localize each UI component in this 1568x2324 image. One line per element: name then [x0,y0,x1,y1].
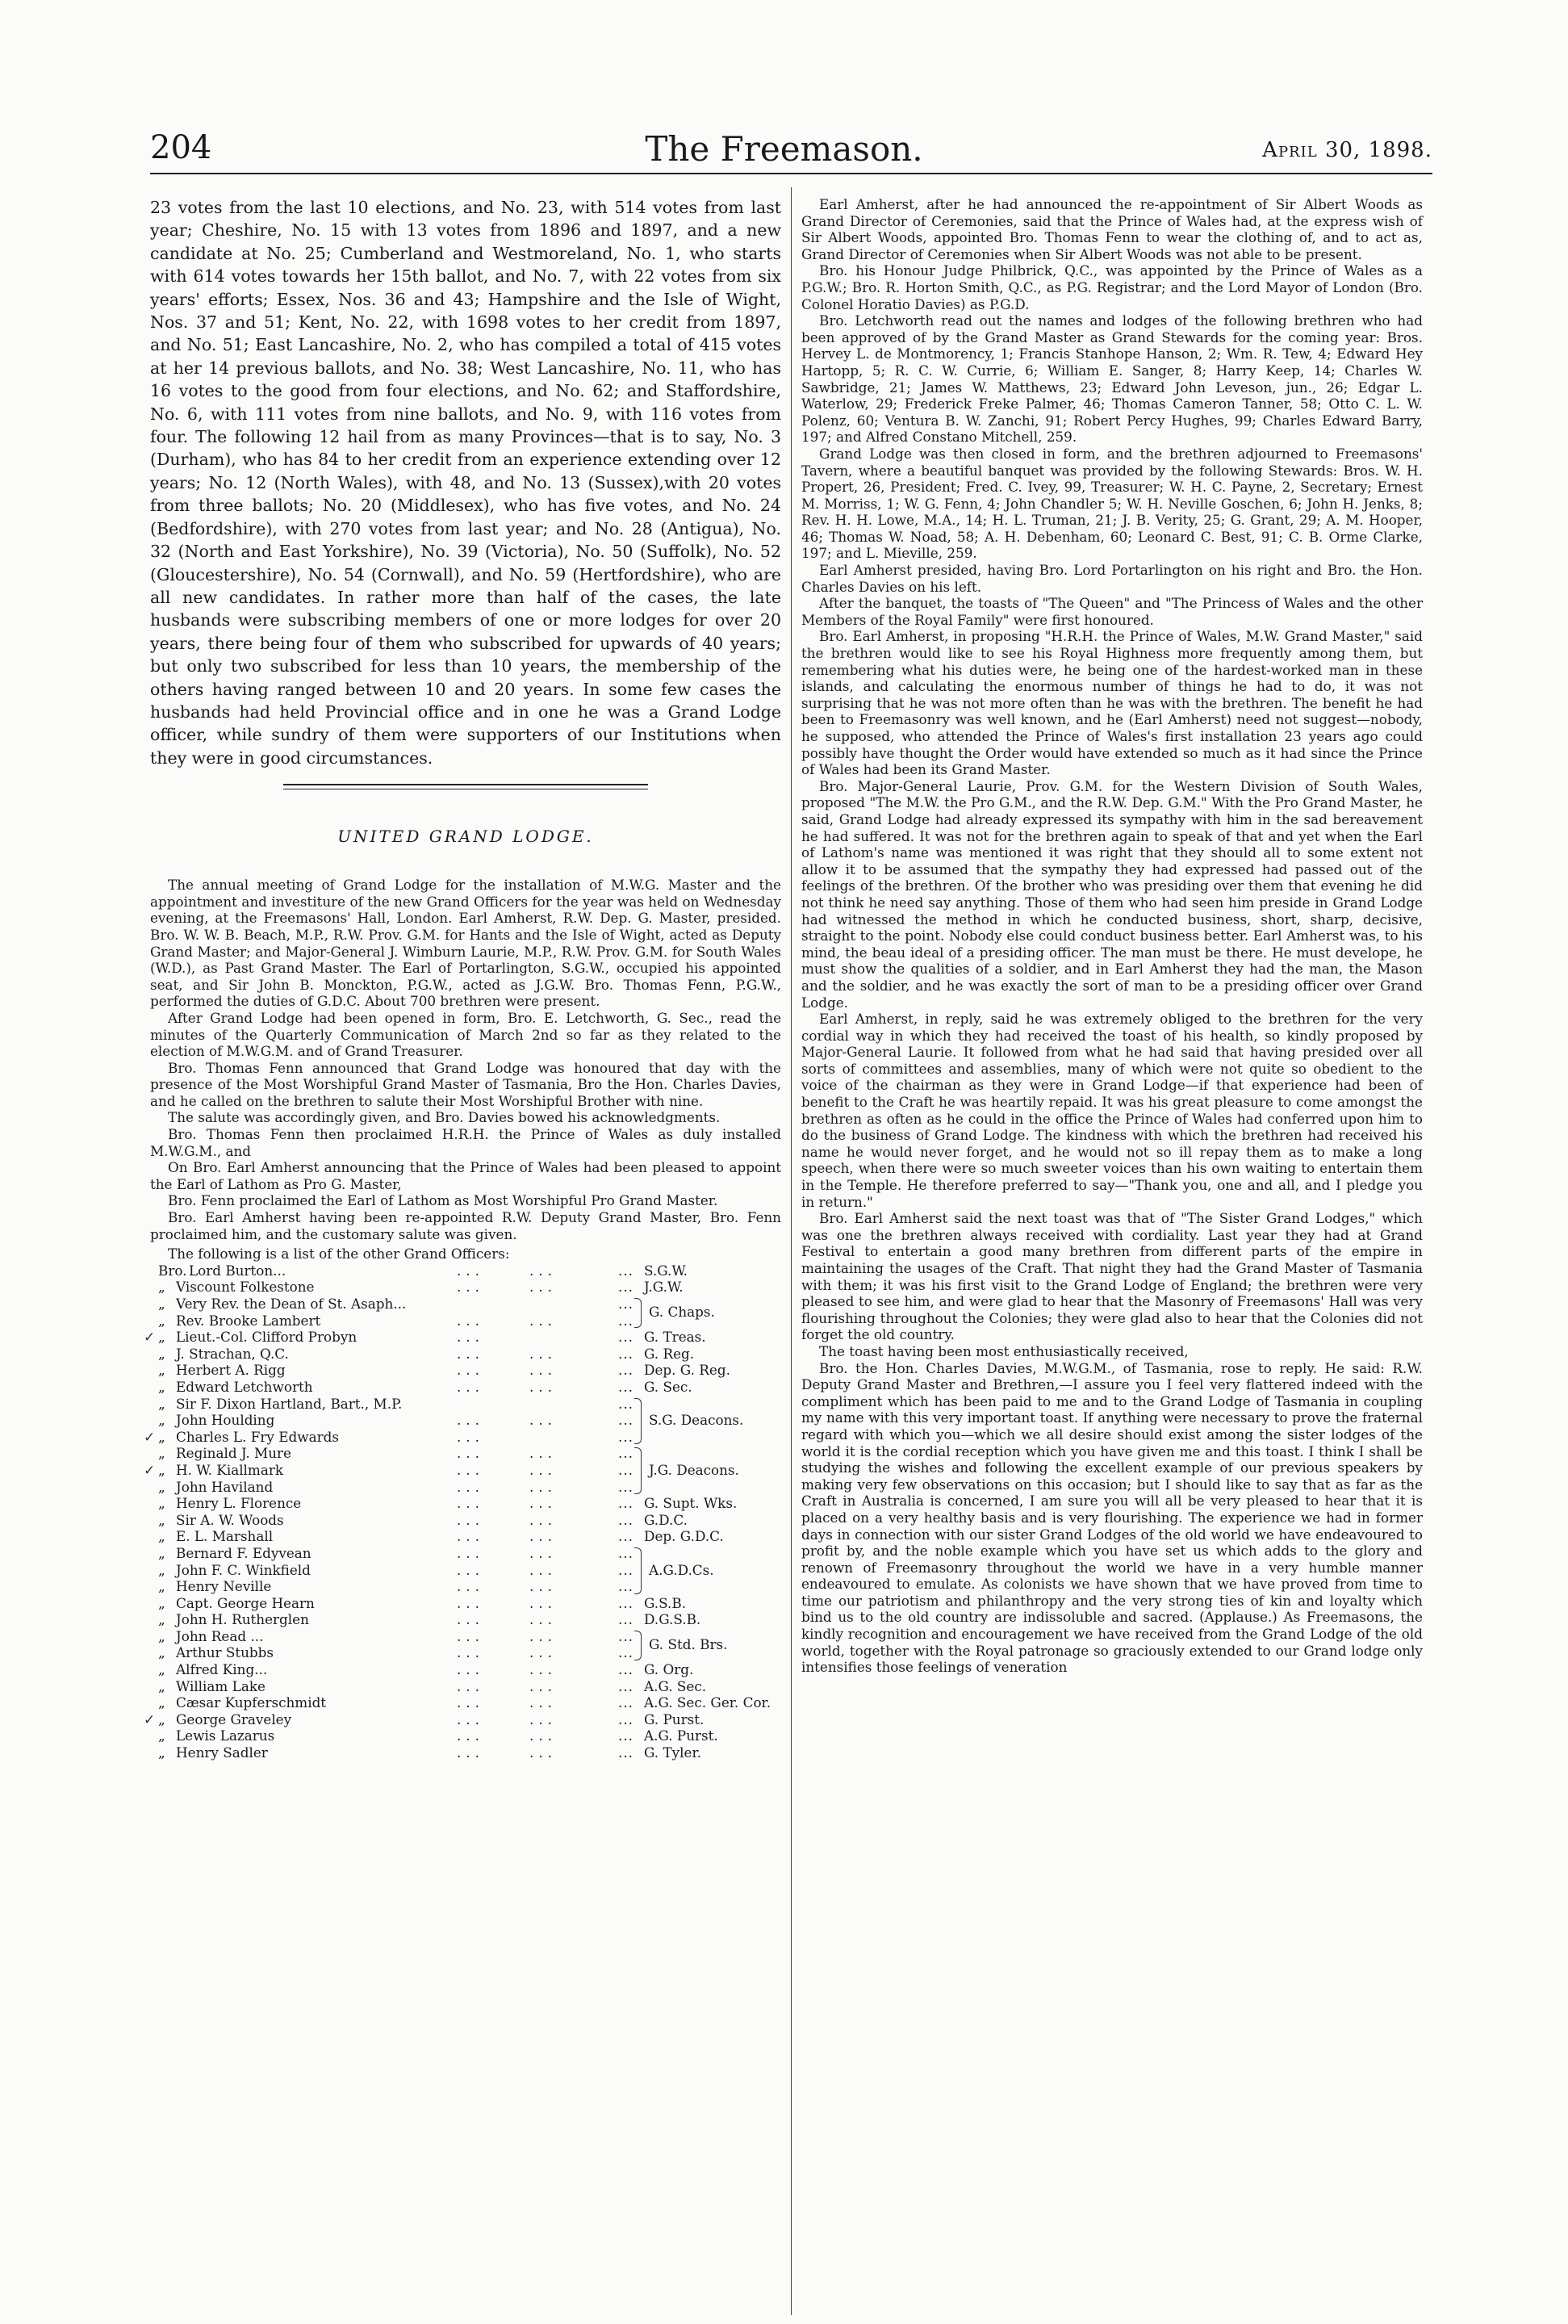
officer-title: Dep. G. Reg. [644,1362,730,1379]
leader-dots: ... [529,1478,558,1495]
leader-dots: ... [618,1611,634,1628]
article-paragraph: The toast having been most enthusiastically received, [819,1342,1189,1359]
officer-prefix: „ [158,1511,165,1528]
leader-dots: ... [529,1362,558,1379]
officer-prefix: „ [158,1727,165,1744]
officer-title: S.G.W. [644,1262,688,1279]
officer-prefix: „ [158,1694,165,1711]
leader-dots: ... [457,1495,485,1512]
leader-dots: ... [618,1644,634,1661]
leader-dots: ... [618,1578,634,1595]
article-paragraph: Bro. Earl Amherst said the next toast was that of "The Sister Grand Lodges," which was one the brethren always received with cordiality. Last year they had at Grand Festival to entertain a good many brethren from different parts of the empire in maintaining the usages of the Craft. That night they had the Grand Master of Tasmania with them; it was his first visit to the Grand Lodge of England; the brethren were very pleased to see him, and were glad to hear that the Masonry of Freemasons' Hall was very flourishing throughout the Colonies; they were glad also to hear that the Colonies did not forget the old country. [801,1210,1423,1343]
officer-name: Alfred King... [176,1661,268,1678]
officer-prefix: „ [158,1627,165,1644]
group-brace [634,1631,642,1660]
leader-dots: ... [457,1478,485,1495]
officer-rows [144,1262,781,1761]
officer-prefix: „ [158,1395,165,1412]
leader-dots: ... [529,1412,558,1429]
officer-prefix: „ [158,1378,165,1395]
leader-dots: ... [529,1727,558,1744]
leader-dots: ... [618,1711,634,1727]
leader-dots: ... [618,1262,634,1279]
article-paragraph: Earl Amherst, after he had announced the re-appointment of Sir Albert Woods as Grand Director of Ceremonies, said that the Prince of Wales had, at the express wish of Sir Albert Woods, appointed Bro. Thomas Fenn to wear the clothing of, and to act as, Grand Director of Ceremonies when Sir Albert Woods was not able to be present. [801,196,1423,262]
officer-name: Sir F. Dixon Hartland, Bart., M.P. [176,1395,403,1412]
leader-dots: ... [529,1744,558,1761]
officer-row [144,1711,781,1728]
report-paragraph: Bro. Fenn proclaimed the Earl of Lathom as Most Worshipful Pro Grand Master. [168,1192,718,1209]
check-mark-icon: ✓ [144,1329,156,1346]
officer-name: Viscount Folkestone [176,1279,315,1296]
officer-name: Very Rev. the Dean of St. Asaph... [176,1296,407,1312]
officer-prefix: „ [158,1744,165,1761]
officer-title: A.G. Sec. Ger. Cor. [644,1694,771,1711]
leader-dots: ... [457,1428,485,1445]
grand-officers-list [144,1246,781,1761]
leader-dots: ... [457,1279,485,1296]
officer-name: Reginald J. Mure [176,1445,291,1462]
check-mark-icon: ✓ [144,1428,156,1445]
officers-intro: The following is a list of the other Grand Officers: [168,1246,510,1262]
leader-dots: ... [457,1528,485,1545]
grand-lodge-report [150,877,781,1242]
leader-dots: ... [618,1378,634,1395]
officer-row [150,1661,781,1678]
report-paragraph: The annual meeting of Grand Lodge for the installation of M.W.G. Master and the appointment and investiture of the new Grand Officers for the year was held on Wednesday evening, at the Freemasons' Hall, London. Earl Amherst, R.W. Dep. G. Master, presided. Bro. W. W. B. Beach, M.P., R.W. Prov. G.M. for Hants and the Isle of Wight, acted as Deputy Grand Master; and Major-General J. Wimburn Laurie, M.P., R.W. Prov. G.M. for South Wales (W.D.), as Past Grand Master. The Earl of Portarlington, S.G.W., occupied his appointed seat, and Sir John B. Monckton, P.G.W., acted as J.G.W. Bro. Thomas Fenn, P.G.W., performed the duties of G.D.C. About 700 brethren were present. [150,877,781,1010]
group-brace [634,1398,642,1445]
leader-dots: ... [457,1611,485,1628]
leader-dots: ... [457,1312,485,1329]
officer-prefix: „ [158,1528,165,1545]
article-paragraph: Earl Amherst presided, having Bro. Lord Portarlington on his right and Bro. the Hon. Charles Davies on his left. [801,562,1423,595]
officer-row [150,1262,781,1279]
group-title: S.G. Deacons. [649,1412,744,1429]
leader-dots: ... [457,1412,485,1429]
leader-dots: ... [618,1296,634,1312]
group-brace [634,1447,642,1494]
officer-prefix: „ [158,1345,165,1362]
article-paragraph: After the banquet, the toasts of "The Queen" and "The Princess of Wales and the other Members of the Royal Family" were first honoured. [801,595,1423,628]
officer-name: Capt. George Hearn [176,1594,315,1611]
right-column [801,196,1423,1676]
officer-name: Charles L. Fry Edwards [176,1428,339,1445]
leader-dots: ... [618,1661,634,1678]
officer-prefix: „ [158,1362,165,1379]
section-rule [283,784,648,789]
officer-row [150,1445,781,1462]
leader-dots: ... [457,1694,485,1711]
officer-prefix: „ [158,1495,165,1512]
officer-name: J. Strachan, Q.C. [176,1345,289,1362]
article-paragraph: Earl Amherst, in reply, said he was extremely obliged to the brethren for the very cordial way in which they had received the toast of his health, so kindly proposed by Major-General Laurie. It followed from what he had said that having presided over all sorts of committees and assemblies, many of which were not quite so obedient to the voice of the chairman as they were in Grand Lodge—if that experience had been of benefit to the Craft he was heartily repaid. It was his great pleasure to come amongst the brethren as often as he could in the office the Prince of Wales had conferred upon him to do the business of Grand Lodge. The kindness with which the brethren had received his name he would never forget, and he would not so ill repay them as to make a long speech, when there were so much sweeter voices than his own waiting to entertain them in the Temple. He therefore preferred to say—"Thank you, one and all, and I pledge you in return." [801,1011,1423,1210]
officer-row [150,1396,781,1413]
leader-dots: ... [618,1694,634,1711]
officer-title: G. Treas. [644,1329,706,1346]
leader-dots: ... [618,1495,634,1512]
leader-dots: ... [529,1677,558,1694]
leader-dots: ... [457,1378,485,1395]
officer-prefix: „ [158,1578,165,1595]
officer-prefix: „ [158,1461,165,1478]
leader-dots: ... [618,1312,634,1329]
officer-prefix: „ [158,1544,165,1561]
article-paragraph: Bro. his Honour Judge Philbrick, Q.C., was appointed by the Prince of Wales as a P.G.W.; Bro. R. Horton Smith, Q.C., as P.G. Registrar; and the Lord Mayor of London (Bro. Colonel Horatio Davies) as P.G.D. [801,262,1423,312]
section-heading: UNITED GRAND LODGE. [337,827,594,847]
officer-row [144,1428,781,1446]
report-paragraph: Bro. Thomas Fenn announced that Grand Lodge was honoured that day with the presence of the Most Worshipful Grand Master of Tasmania, Bro the Hon. Charles Davies, and he called on the brethren to salute their Most Worshipful Brother with nine. [150,1059,781,1109]
officer-row [150,1578,781,1595]
officer-row [150,1528,781,1545]
article-paragraph: Bro. Major-General Laurie, Prov. G.M. for the Western Division of South Wales, proposed "The M.W. the Pro G.M., and the R.W. Dep. G.M." With the Pro Grand Master, he said, Grand Lodge had already expressed its sympathy with him in the sad bereavement he had suffered. It was not for the brethren again to speak of that and yet when the Earl of Lathom's name was mentioned it was right that they should all to some extent not allow it to be assumed that the sympathy they had expressed had passed out of the feelings of the brethren. Of the brother who was presiding over them that evening he did not think he need say anything. Those of them who had seen him preside in Grand Lodge had witnessed the method in which he conducted business, short, sharp, decisive, straight to the point. Nobody else could conduct business better. Earl Amherst was, to his mind, the beau ideal of a presiding officer. The man must be there. He must develope, he must show the qualities of a soldier, and in Earl Amherst they had the man, the Mason and the soldier, and he was exactly the sort of man to be a presiding officer over Grand Lodge. [801,777,1423,1011]
officer-row [150,1611,781,1628]
report-paragraph: Bro. Thomas Fenn then proclaimed H.R.H. the Prince of Wales as duly installed M.W.G.M., and [150,1126,781,1159]
leader-dots: ... [618,1329,634,1346]
leader-dots: ... [457,1677,485,1694]
leader-dots: ... [529,1445,558,1462]
officer-name: Herbert A. Rigg [176,1362,286,1379]
officer-prefix: „ [158,1677,165,1694]
officer-title: G. Sec. [644,1378,692,1395]
header-rule [150,173,1432,174]
masthead-title: The Freemason. [645,129,923,169]
left-column [144,196,781,1761]
officer-name: Henry L. Florence [176,1495,302,1512]
group-title: G. Chaps. [649,1304,715,1321]
leader-dots: ... [618,1727,634,1744]
group-brace [634,1547,642,1594]
officer-row [150,1346,781,1363]
officer-name: Lewis Lazarus [176,1727,275,1744]
officer-row [150,1512,781,1529]
leader-dots: ... [457,1329,485,1346]
officer-name: John Read ... [176,1627,264,1644]
officer-name: Rev. Brooke Lambert [176,1312,321,1329]
leader-dots: ... [618,1478,634,1495]
officer-prefix: „ [158,1711,165,1727]
officer-row [150,1495,781,1512]
officer-row [150,1744,781,1761]
leader-dots: ... [529,1627,558,1644]
leader-dots: ... [529,1694,558,1711]
leader-dots: ... [529,1661,558,1678]
leader-dots: ... [457,1345,485,1362]
leader-dots: ... [529,1644,558,1661]
officer-name: John Haviland [176,1478,274,1495]
leader-dots: ... [529,1611,558,1628]
leader-dots: ... [529,1279,558,1296]
leader-dots: ... [618,1528,634,1545]
officer-name: Lord Burton... [189,1262,286,1279]
officer-row [150,1379,781,1396]
leader-dots: ... [618,1395,634,1412]
leader-dots: ... [457,1511,485,1528]
officer-row [150,1727,781,1744]
leader-dots: ... [618,1279,634,1296]
leader-dots: ... [457,1727,485,1744]
officer-prefix: „ [158,1478,165,1495]
officer-title: G.S.B. [644,1594,687,1611]
officer-row [150,1279,781,1296]
leader-dots: ... [457,1661,485,1678]
leader-dots: ... [618,1362,634,1379]
leader-dots: ... [529,1544,558,1561]
officer-row [150,1678,781,1695]
officer-title: G.D.C. [644,1511,688,1528]
article-paragraph: 23 votes from the last 10 elections, and No. 23, with 514 votes from last year; Cheshire, No. 15 with 13 votes from 1896 and 1897, and a new candidate at No. 25; Cumberland and Westmoreland, No. 1, who starts with 614 votes towards her 15th ballot, and No. 7, with 22 votes from six years' efforts; Essex, Nos. 36 and 43; Hampshire and the Isle of Wight, Nos. 37 and 51; Kent, No. 22, with 1698 votes to her credit from 1897, and No. 51; East Lancashire, No. 2, who has compiled a total of 415 votes at her 14 previous ballots, and No. 38; West Lancashire, No. 11, who has 16 votes to the good from four elections, and No. 62; and Staffordshire, No. 6, with 111 votes from nine ballots, and No. 9, with 116 votes from four. The following 12 hail from as many Provinces—that is to say, No. 3 (Durham), who has 84 to her credit from an experience extending over 12 years; No. 12 (North Wales), with 48, and No. 13 (Sussex),with 20 votes from three ballots; No. 20 (Middlesex), who has five votes, and No. 24 (Bedfordshire), with 270 votes from last year; and No. 28 (Antigua), No. 32 (North and East Yorkshire), No. 39 (Victoria), No. 50 (Suffolk), No. 52 (Gloucestershire), No. 54 (Cornwall), and No. 59 (Hertfordshire), who are all new candidates. In rather more than half of the cases, the late husbands were subscribing members of one or more lodges for over 20 years, there being four of them who subscribed for upwards of 40 years; but only two subscribed for less than 10 years, the membership of the others having ranged between 10 and 20 years. In some few cases the husbands had held Provincial office and in one he was a Grand Lodge officer, while sundry of them were supporters of our Institutions when they were in good circumstances. [150,198,781,768]
officer-row [150,1545,781,1562]
officer-prefix: „ [158,1279,165,1296]
leader-dots: ... [457,1711,485,1727]
leader-dots: ... [457,1578,485,1595]
check-mark-icon: ✓ [144,1461,156,1478]
officer-title: Dep. G.D.C. [644,1528,724,1545]
leader-dots: ... [618,1461,634,1478]
officer-name: H. W. Kiallmark [176,1461,284,1478]
leader-dots: ... [618,1627,634,1644]
officer-name: William Lake [176,1677,266,1694]
officer-name: George Graveley [176,1711,292,1727]
check-mark-icon: ✓ [144,1711,156,1727]
leader-dots: ... [529,1345,558,1362]
leader-dots: ... [457,1561,485,1578]
officer-prefix: „ [158,1296,165,1312]
officer-prefix: „ [158,1594,165,1611]
leader-dots: ... [457,1644,485,1661]
officer-title: A.G. Sec. [644,1677,707,1694]
leader-dots: ... [457,1744,485,1761]
officer-prefix: „ [158,1329,165,1346]
officer-name: Bernard F. Edyvean [176,1544,312,1561]
leader-dots: ... [618,1428,634,1445]
officer-row [150,1694,781,1711]
leader-dots: ... [529,1461,558,1478]
officer-title: G. Purst. [644,1711,705,1727]
leader-dots: ... [457,1461,485,1478]
officer-row [150,1362,781,1379]
leader-dots: ... [618,1345,634,1362]
leader-dots: ... [529,1711,558,1727]
article-paragraph: Grand Lodge was then closed in form, and the brethren adjourned to Freemasons' Tavern, where a beautiful banquet was provided by the following Stewards: Bros. W. H. Propert, 26, President; Fred. C. Ivey, 99, Treasurer; W. H. C. Payne, 2, Secretary; Ernest M. Morriss, 1; W. G. Fenn, 4; John Chandler 5; W. H. Neville Goschen, 6; John H. Jenks, 8; Rev. H. H. Lowe, M.A., 14; H. L. Truman, 21; J. B. Verity, 25; G. Grant, 29; A. M. Hooper, 46; Thomas W. Noad, 58; A. H. Debenham, 60; Leonard C. Best, 91; C. B. Orme Clarke, 197; and L. Mieville, 259. [801,445,1423,562]
officer-prefix: „ [158,1561,165,1578]
officer-title: D.G.S.B. [644,1611,701,1628]
officer-name: John Houlding [176,1412,275,1429]
leader-dots: ... [529,1495,558,1512]
group-title: J.G. Deacons. [649,1462,739,1478]
officer-prefix: „ [158,1611,165,1628]
report-paragraph: The salute was accordingly given, and Bro. Davies bowed his acknowledgments. [168,1109,721,1126]
officer-row [150,1595,781,1612]
leader-dots: ... [618,1412,634,1429]
group-title: A.G.D.Cs. [649,1561,714,1578]
officer-prefix: Bro. [158,1262,187,1279]
leader-dots: ... [618,1744,634,1761]
leader-dots: ... [529,1312,558,1329]
leader-dots: ... [529,1528,558,1545]
leader-dots: ... [457,1362,485,1379]
officer-row [144,1329,781,1346]
officer-prefix: „ [158,1661,165,1678]
officer-prefix: „ [158,1644,165,1661]
leader-dots: ... [529,1594,558,1611]
officer-title: A.G. Purst. [644,1727,718,1744]
officer-name: Lieut.-Col. Clifford Probyn [176,1329,358,1346]
report-paragraph: Bro. Earl Amherst having been re-appointed R.W. Deputy Grand Master, Bro. Fenn proclaimed him, and the customary salute was given. [150,1209,781,1242]
leader-dots: ... [618,1445,634,1462]
officer-name: Henry Neville [176,1578,272,1595]
leader-dots: ... [529,1578,558,1595]
leader-dots: ... [457,1262,485,1279]
officer-name: Sir A. W. Woods [176,1511,284,1528]
officer-name: Arthur Stubbs [176,1644,274,1661]
report-paragraph: On Bro. Earl Amherst announcing that the Prince of Wales had been pleased to appoint the Earl of Lathom as Pro G. Master, [150,1159,781,1192]
leader-dots: ... [529,1561,558,1578]
page-number: 204 [150,129,212,166]
officer-name: E. L. Marshall [176,1528,274,1545]
officer-prefix: „ [158,1312,165,1329]
column-divider [791,187,792,2315]
group-title: G. Std. Brs. [649,1636,728,1653]
leader-dots: ... [618,1677,634,1694]
article-paragraph: Bro. Letchworth read out the names and lodges of the following brethren who had been approved of by the Grand Master as Grand Stewards for the coming year: Bros. Hervey L. de Montmorency, 1; Francis Stanhope Hanson, 2; Wm. R. Tew, 4; Edward Hey Hartopp, 5; R. C. W. Currie, 6; William E. Sanger, 8; Harry Keep, 14; Charles W. Sawbridge, 21; James W. Matthews, 23; Edward John Leveson, jun., 26; Edgar L. Waterlow, 29; Frederick Freke Palmer, 46; Thomas Cameron Tanner, 58; Otto C. L. W. Polenz, 60; Ventura B. W. Zanchi, 91; Robert Percy Hughes, 99; Charles Edward Barry, 197; and Alfred Constano Mitchell, 259. [801,312,1423,446]
leader-dots: ... [618,1544,634,1561]
officer-prefix: „ [158,1445,165,1462]
officer-name: Henry Sadler [176,1744,268,1761]
officer-row [150,1479,781,1496]
leader-dots: ... [529,1511,558,1528]
leader-dots: ... [457,1627,485,1644]
officer-title: J.G.W. [644,1279,684,1296]
officer-title: G. Org. [644,1661,694,1678]
leader-dots: ... [618,1561,634,1578]
leader-dots: ... [457,1445,485,1462]
officer-prefix: „ [158,1412,165,1429]
leader-dots: ... [529,1262,558,1279]
article-paragraph: Bro. Earl Amherst, in proposing "H.R.H. the Prince of Wales, M.W. Grand Master," said the brethren would like to see his Royal Highness more frequently among them, but remembering what his duties were, he being one of the hardest-worked man in these islands, and calculating the enormous number of things he had to do, it was not surprising that he was not more often than he was with the brethren. The benefit he had been to Freemasonry was well known, and he (Earl Amherst) need not suggest—nobody, he supposed, who attended the Prince of Wales's first installation 23 years ago could possibly have thought the Order would have extended so much as it had since the Prince of Wales had been its Grand Master. [801,628,1423,778]
officer-name: Edward Letchworth [176,1378,313,1395]
issue-date: April 30, 1898. [1262,138,1432,162]
officer-name: John F. C. Winkfield [176,1561,311,1578]
leader-dots: ... [618,1594,634,1611]
leader-dots: ... [529,1378,558,1395]
group-brace [634,1298,642,1328]
officer-prefix: „ [158,1428,165,1445]
leader-dots: ... [618,1511,634,1528]
leader-dots: ... [457,1544,485,1561]
officer-title: G. Reg. [644,1345,695,1362]
officer-name: John H. Rutherglen [176,1611,309,1628]
election-article-continuation [150,196,781,769]
officer-title: G. Supt. Wks. [644,1495,738,1512]
article-paragraph: Bro. the Hon. Charles Davies, M.W.G.M., of Tasmania, rose to reply. He said: R.W. Deputy Grand Master and Brethren,—I assure you I feel very flattered indeed with the compliment which has been paid to me and to the Grand Lodge of Tasmania in coupling my name with this very important toast. If anything were necessary to prove the fraternal regard with which you—which we all desire should exist among the sister lodges of the world it is the cordial reception which you have given me and this toast. I think I shall be studying the wishes and following the excellent example of our previous speakers by making very few observations on this occasion; but I should like to say that as far as the Craft in Australia is concerned, I am sure you will all be very pleased to hear that it is placed on a very healthy basis and is very flourishing. The experience we had in former days in connection with our sister Grand Lodges of the old world we have endeavoured to profit by, and the noble example which you have set us which adds to the glory and renown of Freemasonry throughout the world we have in a very humble manner endeavoured to emulate. As colonists we have shown that we have proved from time to time our patriotism and philanthropy and the very strong ties of kin and loyalty which bind us to the old country are indissoluble and sacred. (Applause.) As Freemasons, the kindly recognition and encouragement we have received from the Grand Lodge of the old world, together with the Royal patronage so graciously extended to our Grand lodge only intensifies those feelings of veneration [801,1359,1423,1676]
report-paragraph: After Grand Lodge had been opened in form, Bro. E. Letchworth, G. Sec., read the minutes of the Quarterly Communication of March 2nd so far as they related to the election of M.W.G.M. and of Grand Treasurer. [150,1009,781,1060]
officer-name: Cæsar Kupferschmidt [176,1694,327,1711]
officer-title: G. Tyler. [644,1744,701,1761]
leader-dots: ... [457,1594,485,1611]
